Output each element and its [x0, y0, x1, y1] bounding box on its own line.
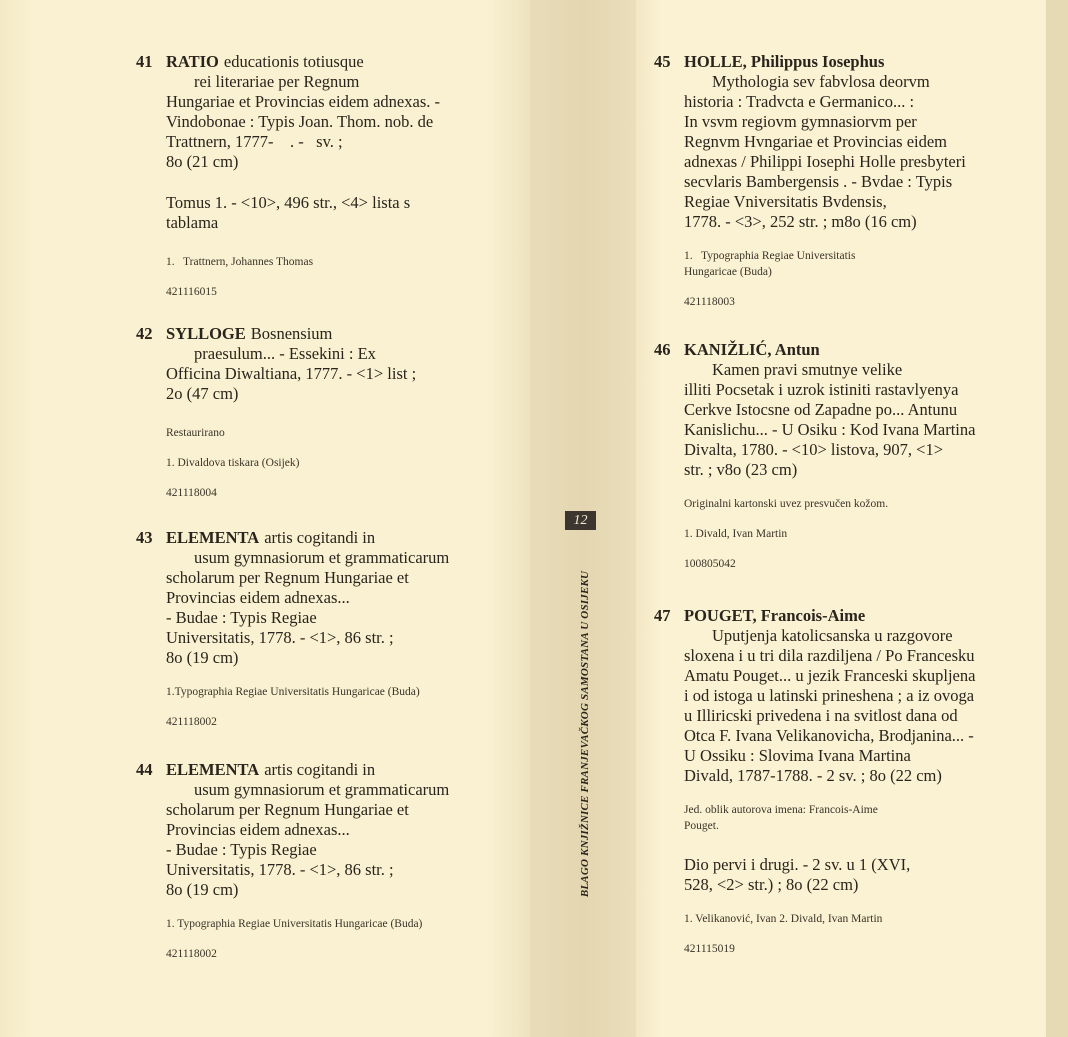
catalog-entry-43	[136, 528, 449, 730]
entry-volume-line: Dio pervi i drugi. - 2 sv. u 1 (XVI,	[684, 855, 911, 874]
entry-note: Pouget.	[684, 820, 719, 832]
entry-line: rei literariae per Regnum	[194, 72, 360, 91]
entry-line: scholarum per Regnum Hungariae et	[166, 568, 409, 587]
entry-id: 421118003	[684, 296, 735, 308]
entry-line: sloxena i u tri dila razdiljena / Po Francesku	[684, 646, 975, 665]
catalog-entry-45	[654, 52, 966, 310]
entry-line: usum gymnasiorum et grammaticarum	[194, 780, 450, 799]
entry-line: 8o (19 cm)	[166, 648, 239, 667]
catalog-entry-46	[654, 340, 975, 572]
entry-line: Mythologia sev fabvlosa deorvm	[712, 72, 930, 91]
entry-line: Hungariae et Provincias eidem adnexas. -	[166, 92, 440, 111]
entry-line: Divald, 1787-1788. - 2 sv. ; 8o (22 cm)	[684, 766, 942, 785]
entry-line: secvlaris Bambergensis . - Bvdae : Typis	[684, 172, 953, 191]
entry-line: In vsvm regiovm gymnasiorvm per	[684, 112, 917, 131]
entry-id: 421116015	[166, 286, 217, 298]
entry-line: scholarum per Regnum Hungariae et	[166, 800, 409, 819]
entry-line: Vindobonae : Typis Joan. Thom. nob. de	[166, 112, 434, 131]
entry-number: 46	[654, 340, 671, 359]
entry-line: Kanislichu... - U Osiku : Kod Ivana Martina	[684, 420, 976, 439]
entry-number: 44	[136, 760, 153, 779]
entry-line: Officina Diwaltiana, 1777. - <1> list ;	[166, 364, 417, 383]
entry-line: Regnvm Hvngariae et Provincias eidem	[684, 132, 948, 151]
entry-line: Divalta, 1780. - <10> listova, 907, <1>	[684, 440, 944, 459]
entry-line: - Budae : Typis Regiae	[166, 840, 317, 859]
spine-title: BLAGO KNJIŽNICE FRANJEVAČKOG SAMOSTANA U OSIJEKU	[579, 570, 591, 898]
entry-keyword: RATIO	[166, 52, 219, 71]
entry-line: 2o (47 cm)	[166, 384, 239, 403]
entry-number: 47	[654, 606, 671, 625]
entry-line: illiti Pocsetak i uzrok istiniti rastavlyenya	[684, 380, 959, 399]
entry-note: 1. Typographia Regiae Universitatis Hungaricae (Buda)	[166, 918, 423, 930]
entry-line: historia : Tradvcta e Germanico... :	[684, 92, 915, 111]
entry-line: 8o (21 cm)	[166, 152, 239, 171]
entry-keyword: SYLLOGE	[166, 324, 246, 343]
entry-note: 1. Trattnern, Johannes Thomas	[166, 256, 314, 268]
entry-title-start: artis cogitandi in	[264, 760, 376, 779]
entry-line: Regiae Vniversitatis Bvdensis,	[684, 192, 887, 211]
entry-line: adnexas / Philippi Iosephi Holle presbyteri	[684, 152, 966, 171]
entry-note: Hungaricae (Buda)	[684, 266, 772, 278]
entry-keyword: ELEMENTA	[166, 760, 260, 779]
entry-line: 1778. - <3>, 252 str. ; m8o (16 cm)	[684, 212, 917, 231]
entry-line: Otca F. Ivana Velikanovicha, Brodjanina... -	[684, 726, 974, 745]
entry-keyword: POUGET, Francois-Aime	[684, 606, 866, 625]
entry-number: 43	[136, 528, 153, 547]
entry-note: Restaurirano	[166, 427, 225, 439]
catalog-entry-42	[136, 324, 416, 501]
entry-note: 1. Velikanović, Ivan 2. Divald, Ivan Martin	[684, 913, 883, 925]
entry-note: 1. Divald, Ivan Martin	[684, 528, 788, 540]
entry-number: 45	[654, 52, 671, 71]
entry-note: 1. Typographia Regiae Universitatis	[684, 250, 856, 262]
entry-line: str. ; v8o (23 cm)	[684, 460, 798, 479]
entry-note: 1. Divaldova tiskara (Osijek)	[166, 457, 300, 469]
entry-id: 421118002	[166, 948, 217, 960]
entry-line: u Illiricski privedena i na svitlost dana od	[684, 706, 958, 725]
entry-line: Kamen pravi smutnye velike	[712, 360, 903, 379]
catalog-entry-41	[136, 52, 440, 300]
entry-line: Provincias eidem adnexas...	[166, 820, 350, 839]
entry-id: 421118004	[166, 487, 217, 499]
catalog-entry-47	[654, 606, 975, 957]
entry-volume-line: Tomus 1. - <10>, 496 str., <4> lista s	[166, 193, 411, 212]
entry-line: Amatu Pouget... u jezik Franceski skupljena	[684, 666, 976, 685]
entry-line: Universitatis, 1778. - <1>, 86 str. ;	[166, 628, 394, 647]
entry-line: i od istoga u latinski prineshena ; a iz ovoga	[684, 686, 975, 705]
entry-line: Trattnern, 1777- . - sv. ;	[166, 132, 343, 151]
entry-keyword: ELEMENTA	[166, 528, 260, 547]
entry-volume-line: tablama	[166, 213, 219, 232]
entry-title-start: artis cogitandi in	[264, 528, 376, 547]
entry-line: U Ossiku : Slovima Ivana Martina	[684, 746, 911, 765]
entry-line: praesulum... - Essekini : Ex	[194, 344, 376, 363]
entry-note: Originalni kartonski uvez presvučen kožom.	[684, 498, 889, 510]
entry-keyword: HOLLE, Philippus Iosephus	[684, 52, 885, 71]
entry-id: 421118002	[166, 716, 217, 728]
entry-title-start: educationis totiusque	[223, 52, 364, 71]
entry-title-start: Bosnensium	[250, 324, 333, 343]
page-number-badge: 12	[565, 511, 596, 530]
entry-line: Cerkve Istocsne od Zapadne po... Antunu	[684, 400, 958, 419]
entry-line: usum gymnasiorum et grammaticarum	[194, 548, 450, 567]
page-edge	[1046, 0, 1068, 1037]
entry-line: Universitatis, 1778. - <1>, 86 str. ;	[166, 860, 394, 879]
entry-number: 41	[136, 52, 153, 71]
entry-line: Uputjenja katolicsanska u razgovore	[712, 626, 953, 645]
entry-volume-line: 528, <2> str.) ; 8o (22 cm)	[684, 875, 859, 894]
entry-id: 100805042	[684, 558, 736, 570]
entry-number: 42	[136, 324, 153, 343]
entry-note: Jed. oblik autorova imena: Francois-Aime	[684, 804, 878, 816]
entry-keyword: KANIŽLIĆ, Antun	[684, 340, 820, 359]
entry-line: Provincias eidem adnexas...	[166, 588, 350, 607]
entry-line: - Budae : Typis Regiae	[166, 608, 317, 627]
entry-id: 421115019	[684, 943, 735, 955]
entry-line: 8o (19 cm)	[166, 880, 239, 899]
entry-note: 1.Typographia Regiae Universitatis Hungaricae (Buda)	[166, 686, 420, 698]
catalog-entry-44	[136, 760, 449, 962]
